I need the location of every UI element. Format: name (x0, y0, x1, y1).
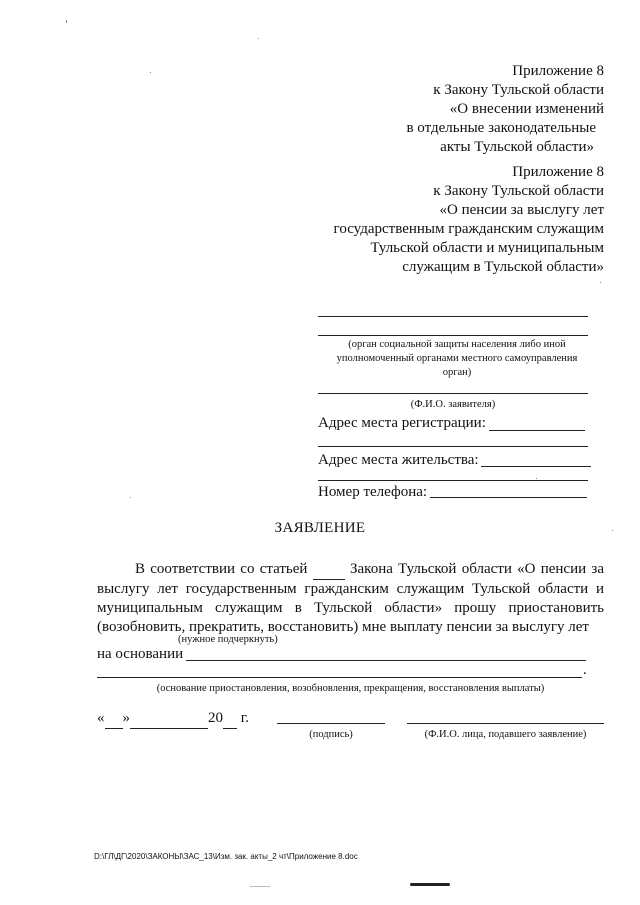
appendix-1-line-3: «О внесении изменений (449, 101, 604, 117)
registration-address-field[interactable] (489, 430, 585, 431)
organ-note (316, 338, 598, 380)
signature-field[interactable] (277, 723, 385, 724)
applicant-fio-note: (Ф.И.О. заявителя) (410, 399, 496, 410)
registration-address-line-2[interactable] (318, 446, 588, 447)
appendix-2-line-5: Тульской области и муниципальным (370, 240, 604, 256)
basis-field[interactable] (186, 660, 586, 661)
signature-note: (подпись) (309, 729, 353, 740)
residence-address-label: Адрес места жительства: (318, 452, 479, 468)
body-paragraph (97, 560, 604, 637)
body-line-3: муниципальным служащим в Тульской области» прошу приостановить (97, 600, 604, 616)
date-quote-open: « (97, 710, 105, 726)
underline-note: (нужное подчеркнуть) (178, 634, 278, 645)
day-field[interactable] (105, 709, 123, 729)
organ-note-line-1: (орган социальной защиты населения либо иной (348, 339, 566, 350)
article-number-field[interactable] (313, 560, 345, 580)
organ-note-line-2: уполномоченный органами местного самоуправления (336, 353, 578, 364)
appendix-2-line-1: Приложение 8 (512, 164, 604, 180)
appendix-1-line-5: акты Тульской области» (440, 139, 594, 155)
appendix-header-1 (304, 62, 604, 157)
residence-address-field[interactable] (481, 466, 591, 467)
basis-note: (основание приостановления, возобновления, прекращения, восстановления выплаты) (156, 683, 545, 694)
date-field-group (97, 709, 249, 729)
body-line-1-end: Закона Тульской области «О пенсии за (350, 561, 604, 577)
appendix-1-line-2: к Закону Тульской области (433, 82, 604, 98)
appendix-2-line-4: государственным гражданским служащим (333, 221, 604, 237)
appendix-1-line-4: в отдельные законодательные (406, 120, 596, 136)
organ-line-1 (318, 316, 588, 317)
registration-address-label: Адрес места регистрации: (318, 415, 486, 431)
basis-period: . (583, 662, 587, 678)
appendix-2-line-6: служащим в Тульской области» (402, 259, 604, 275)
signer-fio-note: (Ф.И.О. лица, подавшего заявление) (424, 729, 587, 740)
body-line-1-start: В соответствии со статьей (135, 561, 308, 577)
phone-label: Номер телефона: (318, 484, 428, 500)
organ-line-2 (318, 335, 588, 336)
date-quote-close: » (122, 710, 130, 726)
year-prefix: 20 (208, 710, 223, 726)
body-line-4: (возобновить, прекратить, восстановить) мне выплату пенсии за выслугу лет (97, 619, 589, 635)
applicant-fio-line (318, 393, 588, 394)
year-suffix: г. (240, 710, 249, 726)
appendix-1-line-1: Приложение 8 (512, 63, 604, 79)
residence-address-line-2[interactable] (318, 480, 588, 481)
signer-fio-field[interactable] (407, 723, 604, 724)
phone-field[interactable] (430, 497, 587, 498)
year-field[interactable] (223, 709, 237, 729)
basis-field-line-2[interactable] (97, 677, 582, 678)
basis-label: на основании (97, 646, 184, 662)
file-path-footer: D:\ГЛ\ДГ\2020\ЗАКОНЫ\ЗАС_13\Изм. зак. акты_2 чт\Приложение 8.doc (94, 852, 358, 861)
organ-note-line-3: орган) (442, 367, 472, 378)
body-line-1 (97, 560, 604, 580)
appendix-header-2 (284, 163, 604, 277)
appendix-2-line-3: «О пенсии за выслугу лет (439, 202, 604, 218)
appendix-2-line-2: к Закону Тульской области (433, 183, 604, 199)
body-line-2: выслугу лет государственным гражданским служащим Тульской области и (97, 581, 604, 597)
document-title: ЗАЯВЛЕНИЕ (274, 520, 366, 536)
month-field[interactable] (130, 709, 208, 729)
